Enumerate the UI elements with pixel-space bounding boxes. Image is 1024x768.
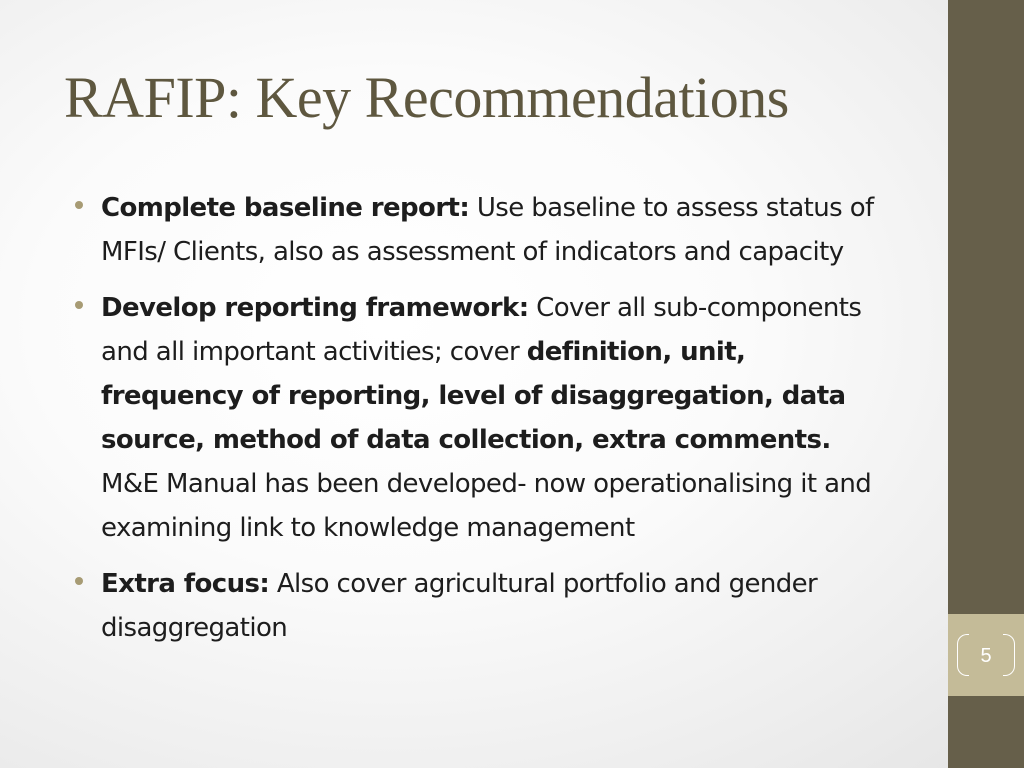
bullet-text: M&E Manual has been developed- now operationalising it and examining link to knowledge management [101, 469, 872, 543]
bullet-dot-icon [75, 201, 83, 209]
bullet-heading: Complete baseline report: [101, 193, 470, 223]
bullet-heading: Develop reporting framework: [101, 293, 529, 323]
bullet-dot-icon [75, 577, 83, 585]
slide-title: RAFIP: Key Recommendations [64, 65, 789, 130]
bullet-text: Cover all sub-components and all important activities; cover [101, 293, 862, 367]
bullet-text: Use baseline to assess status of MFIs/ Clients, also as assessment of indicators and capacity [101, 193, 874, 267]
bullet-heading: Extra focus: [101, 569, 270, 599]
page-bracket-right [1003, 634, 1015, 676]
bullet-text: Also cover agricultural portfolio and gender disaggregation [101, 569, 818, 643]
bullet-list [72, 186, 892, 662]
bullet-item-reporting-framework [72, 286, 892, 550]
page-number: 5 [980, 645, 992, 667]
bullet-bold-text: definition, unit, frequency of reporting, level of disaggregation, data source, method of data collection, extra comments. [101, 337, 846, 455]
bullet-item-extra-focus [72, 562, 892, 650]
page-bracket-left [957, 634, 969, 676]
bullet-dot-icon [75, 301, 83, 309]
bullet-item-baseline [72, 186, 892, 274]
